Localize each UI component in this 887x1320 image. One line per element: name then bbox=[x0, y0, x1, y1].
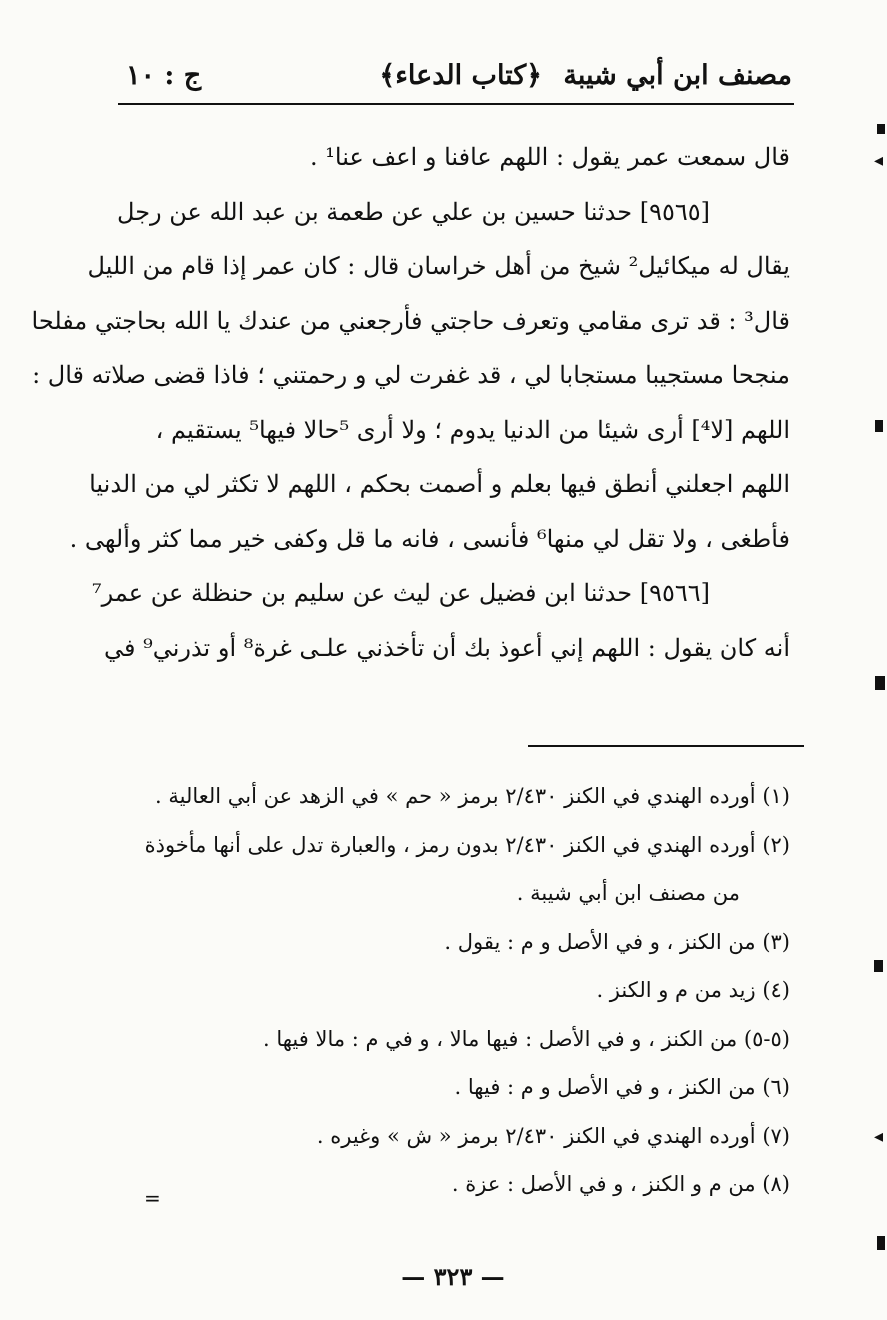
footnote-1: (١) أورده الهندي في الكنز ٢/٤٣٠ برمز « حم » في الزهد عن أبي العالية . bbox=[155, 784, 790, 808]
scan-margin-mark bbox=[877, 124, 885, 134]
footnote-4: (٤) زيد من م و الكنز . bbox=[596, 978, 790, 1002]
footnote-8: (٨) من م و الكنز ، و في الأصل : عزة . bbox=[451, 1172, 790, 1196]
footnote-5: (٥-٥) من الكنز ، و في الأصل : فيها مالا ، و في م : مالا فيها . bbox=[263, 1026, 790, 1051]
book-title: مصنف ابن أبي شيبة bbox=[563, 60, 792, 91]
body-line: أنه كان يقول : اللهم إني أعوذ بك أن تأخذني علـى غرة⁸ أو تذرني⁹ في bbox=[103, 633, 790, 662]
chapter-title: ﴿كتاب الدعاء﴾ bbox=[379, 60, 542, 91]
page-number: — ٣٢٣ — bbox=[401, 1262, 505, 1291]
footnote-7: (٧) أورده الهندي في الكنز ٢/٤٣٠ برمز « ش » وغيره . bbox=[316, 1123, 790, 1148]
footnote-6: (٦) من الكنز ، و في الأصل و م : فيها . bbox=[454, 1075, 790, 1099]
margin-arrow-icon: ◂ bbox=[873, 150, 883, 171]
scan-margin-mark bbox=[874, 960, 883, 972]
margin-arrow-icon: ◂ bbox=[873, 1126, 883, 1147]
body-line: فأطغى ، ولا تقل لي منها⁶ فأنسى ، فانه ما قل وكفى خير مما كثر وألهى . bbox=[69, 524, 790, 553]
body-line: اللهم [لا⁴] أرى شيئا من الدنيا يدوم ؛ ولا أرى ⁵حالا فيها⁵ يستقيم ، bbox=[155, 415, 790, 444]
footnote-2-continuation: من مصنف ابن أبي شيبة . bbox=[516, 881, 740, 905]
footnote-2: (٢) أورده الهندي في الكنز ٢/٤٣٠ بدون رمز ، والعبارة تدل على أنها مأخوذة bbox=[144, 832, 790, 857]
hadith-9566-start: [٩٥٦٦] حدثنا ابن فضيل عن ليث عن سليم بن حنظلة عن عمر⁷ bbox=[92, 579, 710, 607]
body-line: قال³ : قد ترى مقامي وتعرف حاجتي فأرجعني من عندك يا الله بحاجتي مفلحا bbox=[31, 306, 790, 335]
scan-margin-mark bbox=[875, 676, 885, 690]
body-line: يقال له ميكائيل² شيخ من أهل خراسان قال : كان عمر إذا قام من الليل bbox=[87, 252, 790, 280]
scan-margin-mark bbox=[877, 1236, 885, 1250]
footnotes bbox=[120, 772, 790, 1209]
header-rule bbox=[118, 103, 794, 105]
margin-symbol: = bbox=[144, 1186, 161, 1210]
body-line: اللهم اجعلني أنطق فيها بعلم و أصمت بحكم ، اللهم لا تكثر لي من الدنيا bbox=[89, 470, 790, 498]
scan-margin-mark bbox=[875, 420, 883, 432]
footnote-rule bbox=[528, 745, 804, 747]
running-header bbox=[120, 56, 792, 100]
body-line: منجحا مستجيبا مستجابا لي ، قد غفرت لي و رحمتني ؛ فاذا قضى صلاته قال : bbox=[32, 361, 790, 389]
volume-number: ج : ١٠ bbox=[126, 60, 202, 91]
main-text bbox=[31, 130, 790, 675]
footnote-3: (٣) من الكنز ، و في الأصل و م : يقول . bbox=[444, 929, 790, 954]
hadith-9565-start: [٩٥٦٥] حدثنا حسين بن علي عن طعمة بن عبد الله عن رجل bbox=[117, 197, 710, 226]
body-line: قال سمعت عمر يقول : اللهم عافنا و اعف عنا¹ . bbox=[310, 143, 790, 171]
